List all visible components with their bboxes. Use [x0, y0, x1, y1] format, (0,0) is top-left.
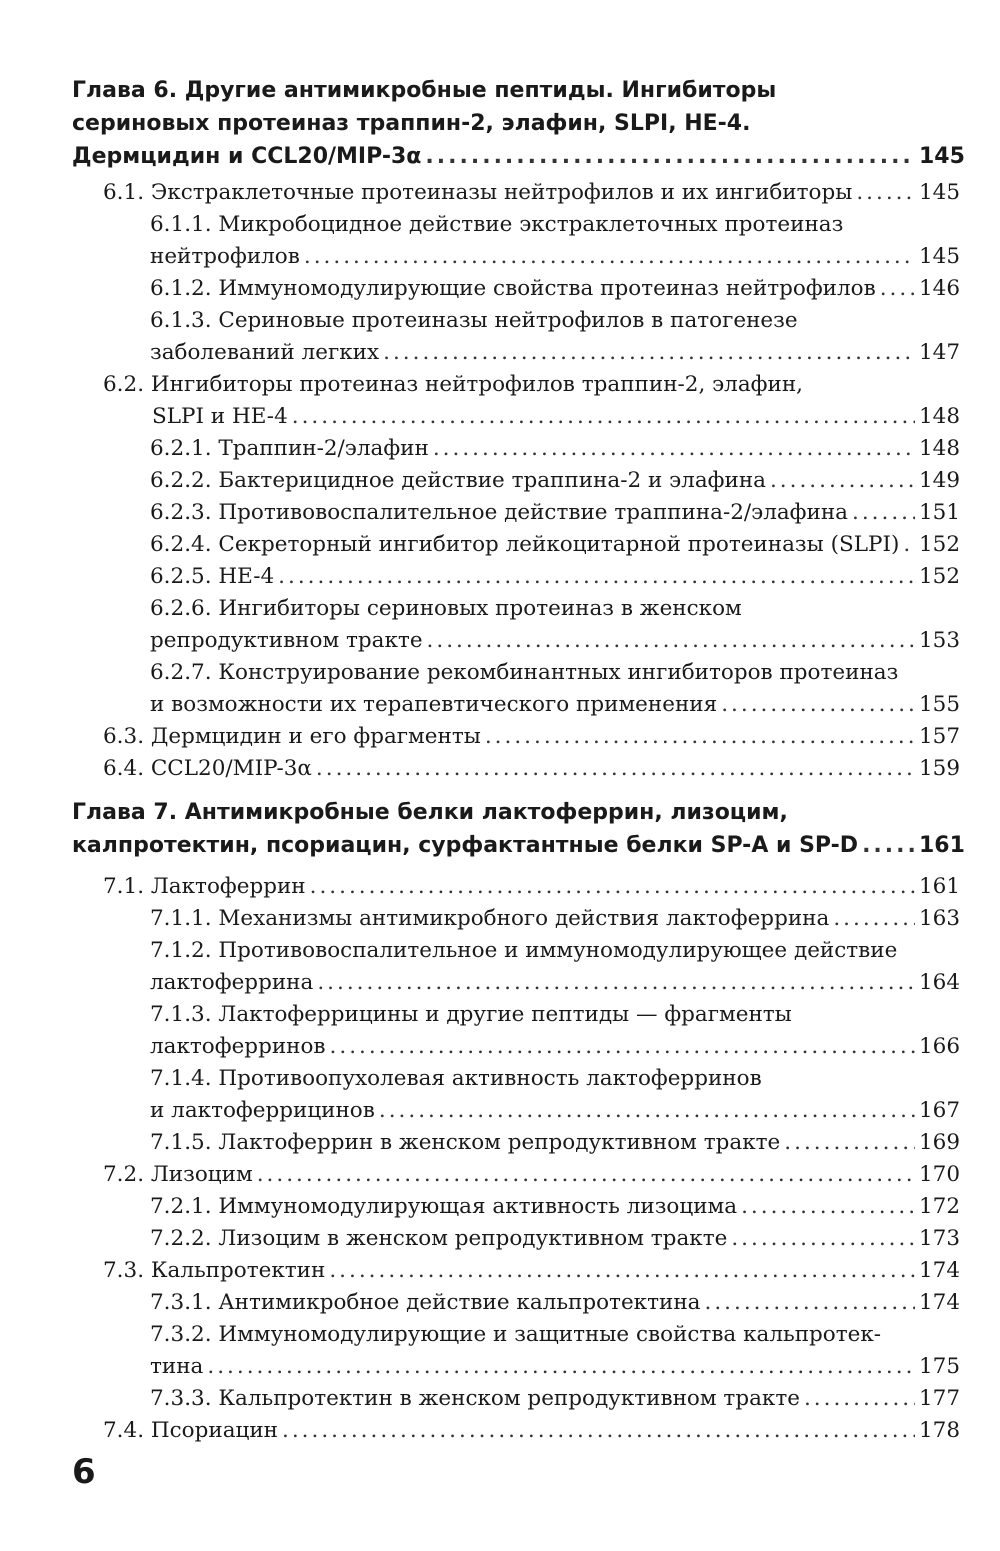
- toc-entry-text: 6.2.2. Бактерицидное действие траппина-2 и элафина: [150, 468, 766, 493]
- toc-page-ref: 164: [919, 969, 961, 995]
- toc-entry-text: и лактоферрицинов: [150, 1097, 375, 1123]
- toc-page-ref: 175: [919, 1353, 961, 1379]
- toc-entry-text: 7.1.4. Противоопухолевая активность лактоферринов: [150, 1066, 762, 1091]
- toc-line: [103, 372, 955, 404]
- toc-page-ref: 177: [919, 1386, 961, 1411]
- toc-entry-text: 7.3.3. Кальпротектин в женском репродуктивном тракте: [150, 1386, 800, 1411]
- toc-line: [72, 800, 955, 832]
- toc-entry-text: 6.2.1. Траппин-2/элафин: [150, 436, 429, 461]
- toc-line-with-page: [150, 276, 961, 308]
- toc-line-with-page: [150, 532, 961, 564]
- toc-page-ref: 157: [919, 724, 961, 749]
- toc-line: [150, 1002, 955, 1034]
- toc-line-with-page: [103, 724, 961, 756]
- toc-line-with-page: [72, 144, 965, 176]
- dot-leader: [784, 1130, 915, 1155]
- toc-entry-text: 6.1.2. Иммуномодулирующие свойства протеиназ нейтрофилов: [150, 276, 876, 301]
- toc-line-with-page: [150, 906, 961, 938]
- toc-line: [150, 212, 955, 244]
- toc-entry-text: сериновых протеиназ траппин-2, элафин, SLPI, HE-4.: [72, 111, 751, 136]
- toc-page-ref: 161: [919, 833, 965, 858]
- toc-line-with-page: [103, 874, 961, 906]
- toc-entry-text: SLPI и HE-4: [152, 403, 288, 429]
- toc-line: [150, 596, 955, 628]
- dot-leader: [433, 436, 915, 461]
- toc-page-ref: 146: [919, 276, 961, 301]
- toc-line-with-page: [150, 243, 961, 276]
- dot-leader: [705, 1290, 916, 1315]
- toc-page-ref: 174: [919, 1290, 961, 1315]
- dot-leader: [317, 970, 915, 995]
- toc-entry-text: Глава 7. Антимикробные белки лактоферрин, лизоцим,: [72, 800, 788, 825]
- dot-leader: [852, 500, 915, 525]
- toc-line-with-page: [150, 1194, 961, 1226]
- toc-entry-text: 7.3.2. Иммуномодулирующие и защитные свойства кальпротек-: [150, 1322, 882, 1347]
- toc-entry-text: 7.2.1. Иммуномодулирующая активность лизоцима: [150, 1194, 738, 1219]
- toc-page-ref: 151: [919, 500, 961, 525]
- toc-entry-text: 6.3. Дермцидин и его фрагменты: [103, 724, 481, 749]
- toc-entry-text: 7.1.2. Противовоспалительное и иммуномодулирующее действие: [150, 938, 898, 963]
- toc-entry-text: 6.1.3. Сериновые протеиназы нейтрофилов в патогенезе: [150, 308, 798, 333]
- dot-leader: [903, 532, 915, 557]
- toc-entry-text: нейтрофилов: [150, 243, 300, 269]
- toc-line: [150, 308, 955, 340]
- dot-leader: [804, 1386, 915, 1411]
- dot-leader: [304, 244, 915, 269]
- toc-line-with-page: [150, 436, 961, 468]
- toc-entry-text: репродуктивном тракте: [150, 627, 423, 653]
- dot-leader: [731, 1226, 915, 1251]
- toc-line: [72, 78, 955, 110]
- toc-entry-text: 6.1.1. Микробоцидное действие экстраклеточных протеиназ: [150, 212, 844, 237]
- toc-line-with-page: [103, 1418, 961, 1450]
- toc-line: [150, 938, 955, 970]
- toc-entry-text: 7.2. Лизоцим: [103, 1162, 253, 1187]
- toc-entry-text: 6.2.6. Ингибиторы сериновых протеиназ в женском: [150, 596, 742, 621]
- dot-leader: [316, 756, 915, 781]
- toc-line-with-page: [103, 1162, 961, 1194]
- toc-entry-text: 6.4. CCL20/MIP-3α: [103, 756, 312, 781]
- dot-leader: [330, 1034, 915, 1059]
- toc-line-with-page: [150, 339, 961, 372]
- toc-page-ref: 163: [919, 906, 961, 931]
- toc-page-ref: 155: [919, 691, 961, 717]
- dot-leader: [721, 692, 915, 717]
- toc-entry-text: 7.1.5. Лактоферрин в женском репродуктивном тракте: [150, 1130, 781, 1155]
- toc-page-ref: 147: [919, 339, 961, 365]
- toc-line-with-page: [150, 691, 961, 724]
- toc-entry-text: 6.1. Экстраклеточные протеиназы нейтрофилов и их ингибиторы: [103, 180, 853, 205]
- toc-entry-text: 6.2.5. HE-4: [150, 564, 275, 589]
- page-number: 6: [72, 1452, 96, 1492]
- toc-page-ref: 169: [919, 1130, 961, 1155]
- toc-entry-text: 6.2.7. Конструирование рекомбинантных ингибиторов протеиназ: [150, 660, 899, 685]
- toc-page-ref: 166: [919, 1033, 961, 1059]
- toc-entry-text: калпротектин, псориацин, сурфактантные белки SP-A и SP-D: [72, 833, 859, 858]
- toc-entry-text: лактоферрина: [150, 969, 314, 995]
- toc-page-ref: 145: [919, 144, 965, 169]
- toc-line-with-page: [150, 969, 961, 1002]
- dot-leader: [257, 1162, 915, 1187]
- toc-line: [150, 660, 955, 692]
- toc-page-ref: 145: [919, 180, 961, 205]
- dot-leader: [770, 468, 915, 493]
- toc-line-with-page: [150, 1290, 961, 1322]
- toc-entry-text: 6.2. Ингибиторы протеиназ нейтрофилов траппин-2, элафин,: [103, 372, 803, 397]
- toc-entry-text: Глава 6. Другие антимикробные пептиды. Ингибиторы: [72, 78, 777, 103]
- toc-entry-text: 6.2.3. Противовоспалительное действие траппина-2/элафина: [150, 500, 848, 525]
- toc-page-ref: 173: [919, 1226, 961, 1251]
- dot-leader: [310, 874, 915, 899]
- toc-line-with-page: [103, 756, 961, 788]
- dot-leader: [379, 1098, 915, 1123]
- toc-page-ref: 152: [919, 564, 961, 589]
- toc-line-with-page: [103, 1258, 961, 1290]
- toc-line-with-page: [152, 403, 961, 436]
- toc-entry-text: лактоферринов: [150, 1033, 326, 1059]
- toc-line-with-page: [150, 1097, 961, 1130]
- dot-leader: [485, 724, 915, 749]
- toc-line-with-page: [150, 627, 961, 660]
- dot-leader: [292, 404, 915, 429]
- toc-entry-text: 7.1.1. Механизмы антимикробного действия лактоферрина: [150, 906, 830, 931]
- toc-entry-text: 7.2.2. Лизоцим в женском репродуктивном тракте: [150, 1226, 728, 1251]
- toc-entry-text: Дермцидин и CCL20/MIP-3α: [72, 144, 422, 169]
- toc-page-ref: 178: [919, 1418, 961, 1443]
- toc-page-ref: 174: [919, 1258, 961, 1283]
- toc-page-ref: 149: [919, 468, 961, 493]
- toc-line-with-page: [150, 468, 961, 500]
- dot-leader: [425, 144, 915, 169]
- dot-leader: [383, 340, 915, 365]
- dot-leader: [833, 906, 915, 931]
- toc-entry-text: 7.3.1. Антимикробное действие кальпротектина: [150, 1290, 701, 1315]
- toc-line: [150, 1066, 955, 1098]
- dot-leader: [207, 1354, 915, 1379]
- toc-line-with-page: [150, 1033, 961, 1066]
- toc-page-ref: 153: [919, 627, 961, 653]
- toc-entry-text: 7.1.3. Лактоферрицины и другие пептиды — фрагменты: [150, 1002, 792, 1027]
- dot-leader: [282, 1418, 915, 1443]
- toc-page-ref: 161: [919, 874, 961, 899]
- dot-leader: [329, 1258, 915, 1283]
- toc-line-with-page: [150, 500, 961, 532]
- toc-page-ref: 159: [919, 756, 961, 781]
- toc-page-ref: 148: [919, 403, 961, 429]
- toc-entry-text: 7.1. Лактоферрин: [103, 874, 306, 899]
- toc-line: [72, 111, 955, 143]
- toc-entry-text: заболеваний легких: [150, 339, 380, 365]
- toc-entry-text: 7.3. Кальпротектин: [103, 1258, 326, 1283]
- toc-line-with-page: [150, 1130, 961, 1162]
- toc-line-with-page: [72, 833, 965, 865]
- toc-page-ref: 145: [919, 243, 961, 269]
- dot-leader: [880, 276, 915, 301]
- toc-entry-text: 6.2.4. Секреторный ингибитор лейкоцитарной протеиназы (SLPI): [150, 532, 900, 557]
- toc-line-with-page: [150, 1226, 961, 1258]
- toc-line-with-page: [103, 180, 961, 212]
- toc-entry-text: тина: [150, 1353, 204, 1379]
- dot-leader: [862, 833, 915, 858]
- toc-page-ref: 172: [919, 1194, 961, 1219]
- dot-leader: [427, 628, 915, 653]
- toc-page-ref: 167: [919, 1097, 961, 1123]
- toc-page-ref: 170: [919, 1162, 961, 1187]
- toc-entry-text: и возможности их терапевтического применения: [150, 691, 718, 717]
- toc-line-with-page: [150, 1353, 961, 1386]
- toc-line-with-page: [150, 1386, 961, 1418]
- toc-line-with-page: [150, 564, 961, 596]
- dot-leader: [856, 180, 915, 205]
- toc-page-ref: 148: [919, 436, 961, 461]
- toc-entry-text: 7.4. Псориацин: [103, 1418, 278, 1443]
- toc-line: [150, 1322, 955, 1354]
- dot-leader: [741, 1194, 915, 1219]
- toc-page-ref: 152: [919, 532, 961, 557]
- dot-leader: [278, 564, 915, 589]
